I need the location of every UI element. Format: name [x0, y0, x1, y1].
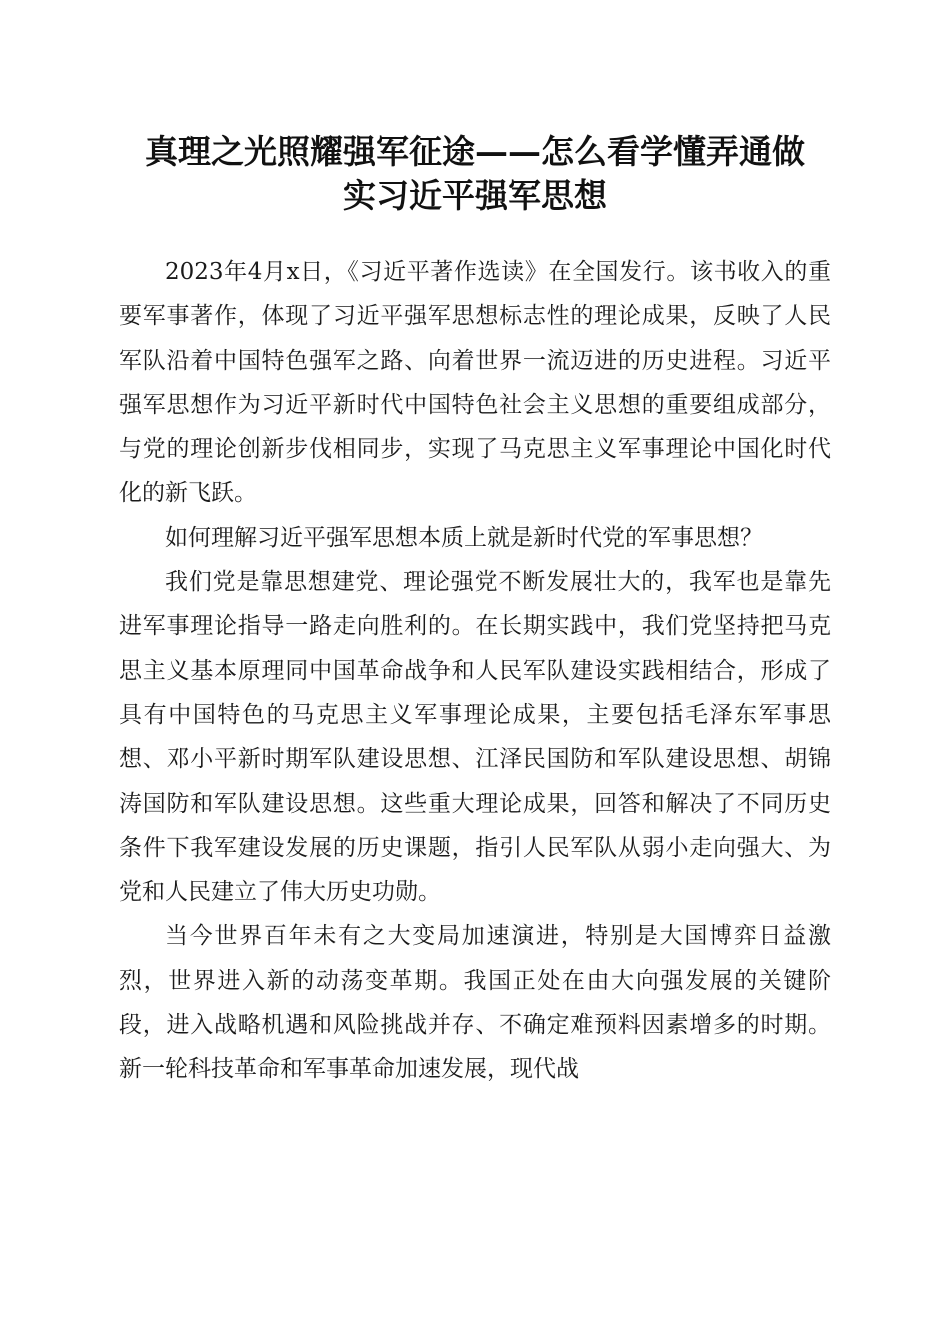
paragraph: 我们党是靠思想建党、理论强党不断发展壮大的，我军也是靠先进军事理论指导一路走向胜利的。在长期实践中，我们党坚持把马克思主义基本原理同中国革命战争和人民军队建设实践相结合，形成了具有中国特色的马克思主义军事理论成果，主要包括毛泽东军事思想、邓小平新时期军队建设思想、江泽民国防和军队建设思想、胡锦涛国防和军队建设思想。这些重大理论成果，回答和解决了不同历史条件下我军建设发展的历史课题，指引人民军队从弱小走向强大、为党和人民建立了伟大历史功勋。	[119, 569, 831, 906]
paragraph: 2023年4月x日，《习近平著作选读》在全国发行。该书收入的重要军事著作，体现了习近平强军思想标志性的理论成果，反映了人民军队沿着中国特色强军之路、向着世界一流迈进的历史进程。习近平强军思想作为习近平新时代中国特色社会主义思想的重要组成部分，与党的理论创新步伐相同步，实现了马克思主义军事理论中国化时代化的新飞跃。	[119, 259, 831, 507]
title-line-2: 实习近平强军思想	[343, 176, 607, 215]
paragraph: 当今世界百年未有之大变局加速演进，特别是大国博弈日益激烈，世界进入新的动荡变革期。我国正处在由大向强发展的关键阶段，进入战略机遇和风险挑战并存、不确定难预料因素增多的时期。新一轮科技革命和军事革命加速发展，现代战	[119, 923, 831, 1083]
page-title	[100, 130, 850, 218]
title-line-1: 真理之光照耀强军征途——怎么看学懂弄通做	[145, 132, 805, 171]
paragraph: 如何理解习近平强军思想本质上就是新时代党的军事思想？	[165, 524, 763, 551]
body-text	[119, 250, 831, 1092]
